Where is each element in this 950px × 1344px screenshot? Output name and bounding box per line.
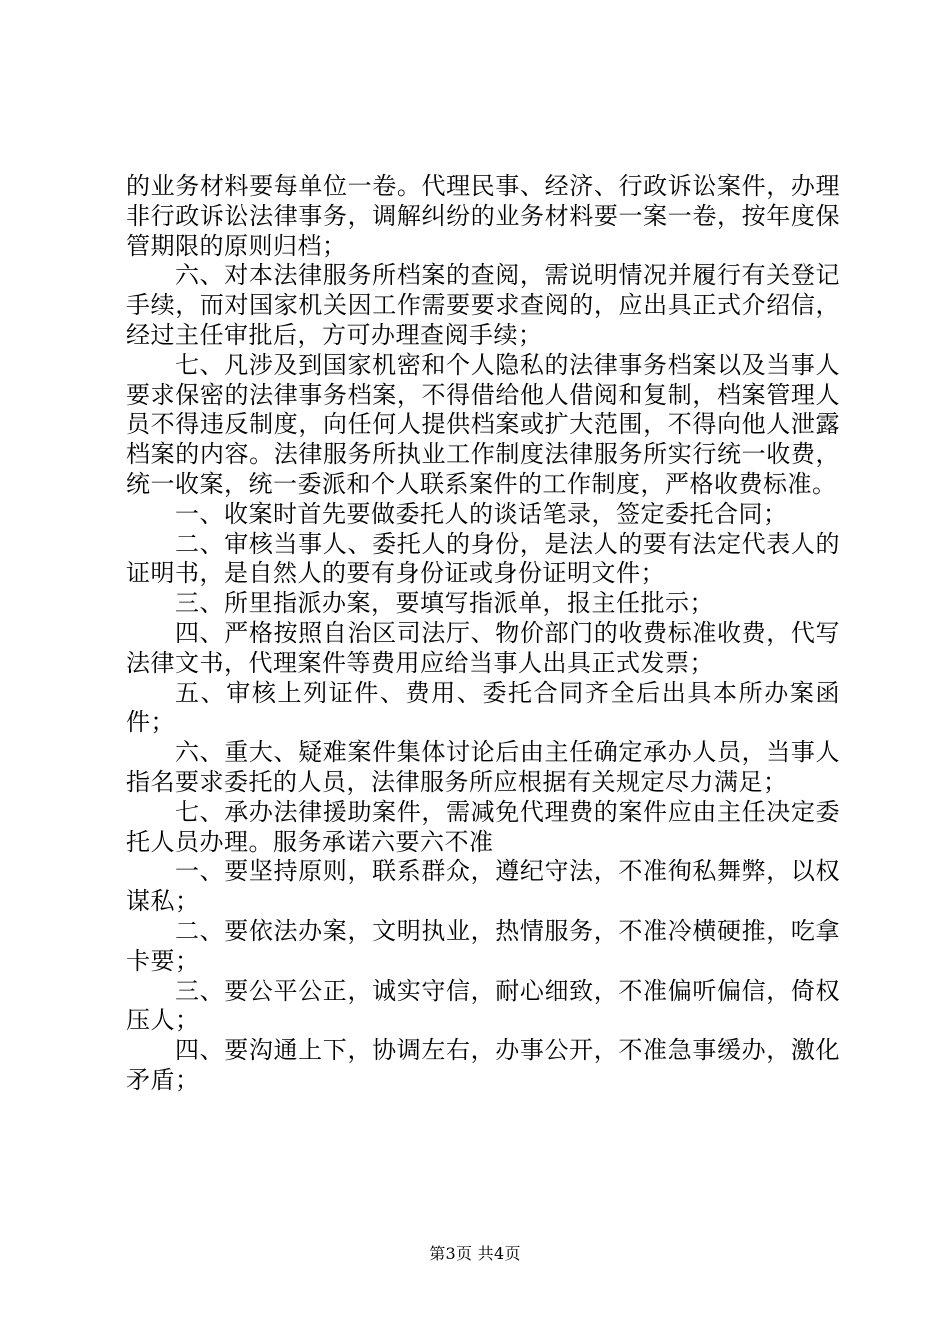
paragraph: 二、审核当事人、委托人的身份，是法人的要有法定代表人的证明书，是自然人的要有身份证或身份证明文件； <box>126 529 840 588</box>
paragraph: 七、凡涉及到国家机密和个人隐私的法律事务档案以及当事人要求保密的法律事务档案，不得借给他人借阅和复制，档案管理人员不得违反制度，向任何人提供档案或扩大范围，不得向他人泄露档案的内容。法律服务所执业工作制度法律服务所实行统一收费，统一收案，统一委派和个人联系案件的工作制度，严格收费标准。 <box>126 350 840 498</box>
paragraph: 六、对本法律服务所档案的查阅，需说明情况并履行有关登记手续，而对国家机关因工作需要要求查阅的，应出具正式介绍信，经过主任审批后，方可办理查阅手续； <box>126 261 840 349</box>
paragraph: 的业务材料要每单位一卷。代理民事、经济、行政诉讼案件，办理非行政诉讼法律事务，调解纠纷的业务材料要一案一卷，按年度保管期限的原则归档； <box>126 172 840 260</box>
paragraph: 四、要沟通上下，协调左右，办事公开，不准急事缓办，激化矛盾； <box>126 1036 840 1094</box>
document-body <box>126 172 840 1096</box>
page-number-footer: 第3页 共4页 <box>429 1244 521 1263</box>
paragraph: 六、重大、疑难案件集体讨论后由主任确定承办人员，当事人指名要求委托的人员，法律服务所应根据有关规定尽力满足； <box>126 738 840 796</box>
paragraph: 三、要公平公正，诚实守信，耐心细致，不准偏听偏信，倚权压人； <box>126 976 840 1035</box>
paragraph: 二、要依法办案，文明执业，热情服务，不准冷横硬推，吃拿卡要； <box>126 916 840 975</box>
paragraph: 七、承办法律援助案件，需减免代理费的案件应由主任决定委托人员办理。服务承诺六要六不准 <box>126 797 840 856</box>
paragraph: 四、严格按照自治区司法厅、物价部门的收费标准收费，代写法律文书，代理案件等费用应给当事人出具正式发票； <box>126 618 840 677</box>
paragraph: 三、所里指派办案，要填写指派单，报主任批示； <box>175 589 714 618</box>
paragraph: 五、审核上列证件、费用、委托合同齐全后出具本所办案函件； <box>126 678 840 737</box>
paragraph: 一、收案时首先要做委托人的谈话笔录，签定委托合同； <box>175 499 788 528</box>
paragraph: 一、要坚持原则，联系群众，遵纪守法，不准徇私舞弊，以权谋私； <box>126 857 840 916</box>
